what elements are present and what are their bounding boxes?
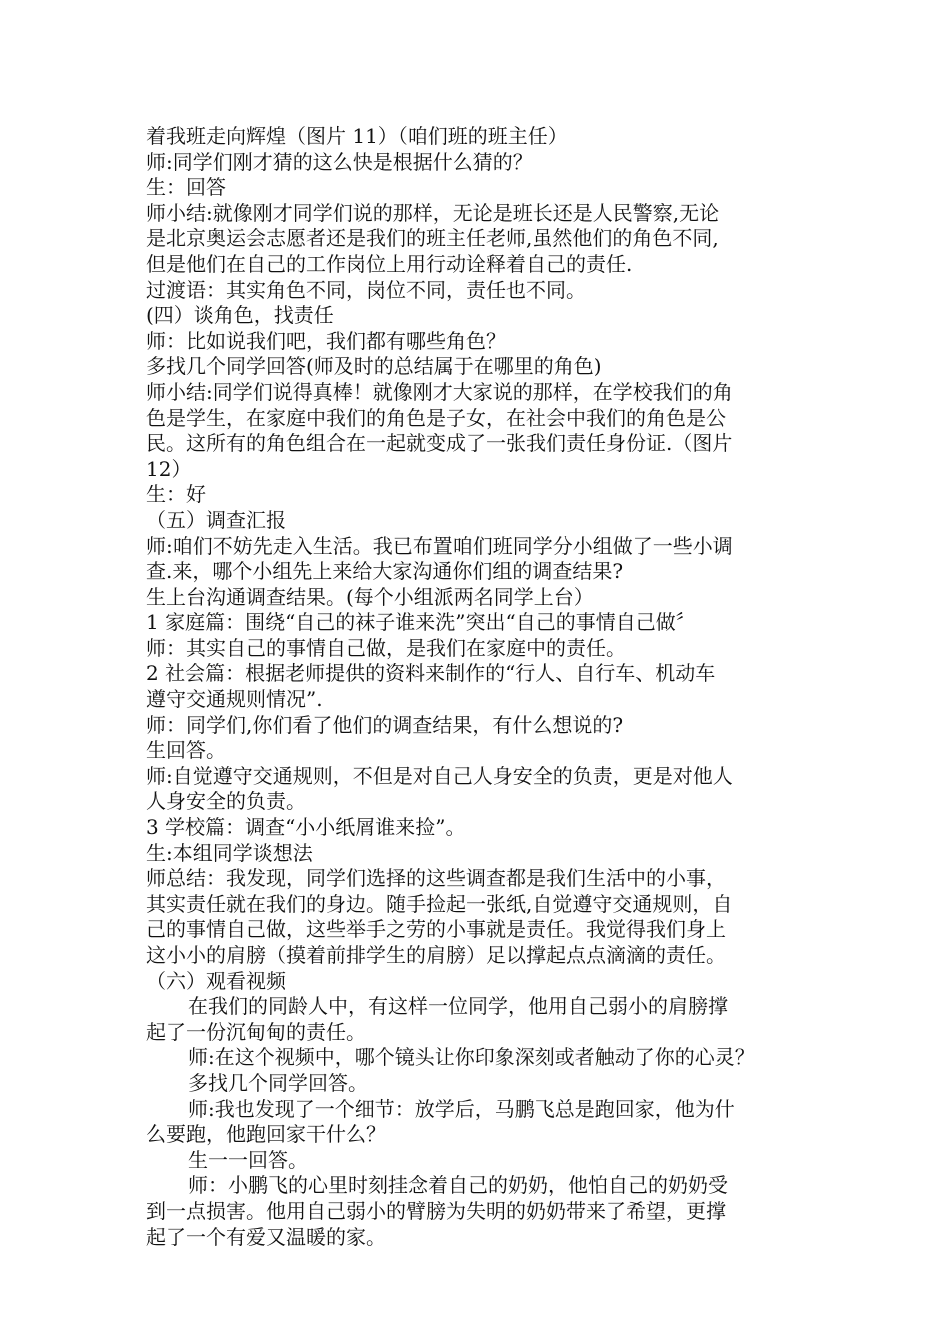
- text-line: 生：好: [146, 482, 206, 507]
- text-line: 生回答。: [146, 738, 226, 763]
- text-line: 师:同学们刚才猜的这么快是根据什么猜的？: [146, 149, 533, 174]
- text-line: 师：同学们,你们看了他们的调查结果，有什么想说的?: [146, 712, 624, 737]
- text-line: 师：小鹏飞的心里时刻挂念着自己的奶奶，他怕自己的奶奶受: [188, 1173, 728, 1198]
- text-line: 起了一个有爱又温暖的家。: [146, 1224, 386, 1249]
- text-line: 1 家庭篇：围绕“自己的袜子谁来洗”突出“自己的事情自己做〞: [146, 610, 696, 635]
- text-line: 遵守交通规则情况”.: [146, 687, 323, 712]
- text-line: 民。这所有的角色组合在一起就变成了一张我们责任身份证.（图片: [146, 431, 733, 456]
- text-line: 色是学生，在家庭中我们的角色是子女，在社会中我们的角色是公: [146, 405, 726, 430]
- text-line: (四）谈角色，找责任: [146, 303, 334, 328]
- text-line: 过渡语：其实角色不同，岗位不同，责任也不同。: [146, 277, 586, 302]
- text-line: 到一点损害。他用自己弱小的臂膀为失明的奶奶带来了希望，更撑: [146, 1198, 726, 1223]
- text-line: 查.来，哪个小组先上来给大家沟通你们组的调查结果?: [146, 559, 624, 584]
- text-line: 生上台沟通调查结果。(每个小组派两名同学上台）: [146, 584, 594, 609]
- text-line: 师：其实自己的事情自己做，是我们在家庭中的责任。: [146, 635, 626, 660]
- text-line: 么要跑，他跑回家干什么？: [146, 1122, 386, 1147]
- text-line: 人身安全的负责。: [146, 789, 306, 814]
- text-line: 师小结:就像刚才同学们说的那样，无论是班长还是人民警察,无论: [146, 200, 720, 225]
- text-line: 师:在这个视频中，哪个镜头让你印象深刻或者触动了你的心灵？: [188, 1045, 755, 1070]
- text-line: 生:本组同学谈想法: [146, 840, 313, 865]
- text-line: 3 学校篇：调查“小小纸屑谁来捡”。: [146, 815, 466, 840]
- text-line: 起了一份沉甸甸的责任。: [146, 1019, 366, 1044]
- text-line: 师小结:同学们说得真棒！就像刚才大家说的那样，在学校我们的角: [146, 379, 733, 404]
- text-line: 其实责任就在我们的身边。随手捡起一张纸,自觉遵守交通规则，自: [146, 891, 733, 916]
- text-line: 生一一回答。: [188, 1147, 308, 1172]
- text-line: 12）: [146, 456, 192, 481]
- text-line: 己的事情自己做，这些举手之劳的小事就是责任。我觉得我们身上: [146, 917, 726, 942]
- text-line: 着我班走向辉煌（图片 11）（咱们班的班主任）: [146, 124, 568, 148]
- text-line: 师:咱们不妨先走入生活。我已布置咱们班同学分小组做了一些小调: [146, 533, 733, 558]
- text-line: （五）调查汇报: [146, 507, 286, 532]
- text-line: 是北京奥运会志愿者还是我们的班主任老师,虽然他们的角色不同,: [146, 226, 719, 251]
- text-line: （六）观看视频: [146, 968, 286, 993]
- text-line: 师:我也发现了一个细节：放学后，马鹏飞总是跑回家，他为什: [188, 1096, 735, 1121]
- text-line: 多找几个同学回答(师及时的总结属于在哪里的角色): [146, 354, 602, 379]
- text-line: 生：回答: [146, 175, 226, 200]
- text-line: 多找几个同学回答。: [188, 1070, 368, 1095]
- text-line: 师：比如说我们吧，我们都有哪些角色？: [146, 328, 506, 353]
- text-line: 在我们的同龄人中，有这样一位同学，他用自己弱小的肩膀撑: [188, 994, 728, 1019]
- text-line: 这小小的肩膀（摸着前排学生的肩膀）足以撑起点点滴滴的责任。: [146, 943, 726, 967]
- text-line: 但是他们在自己的工作岗位上用行动诠释着自己的责任.: [146, 251, 633, 276]
- text-line: 师:自觉遵守交通规则，不但是对自己人身安全的负责，更是对他人: [146, 763, 733, 788]
- document-body: [146, 124, 826, 1250]
- text-line: 2 社会篇：根据老师提供的资料来制作的“行人、自行车、机动车: [146, 661, 716, 686]
- text-line: 师总结：我发现，同学们选择的这些调查都是我们生活中的小事，: [146, 866, 726, 891]
